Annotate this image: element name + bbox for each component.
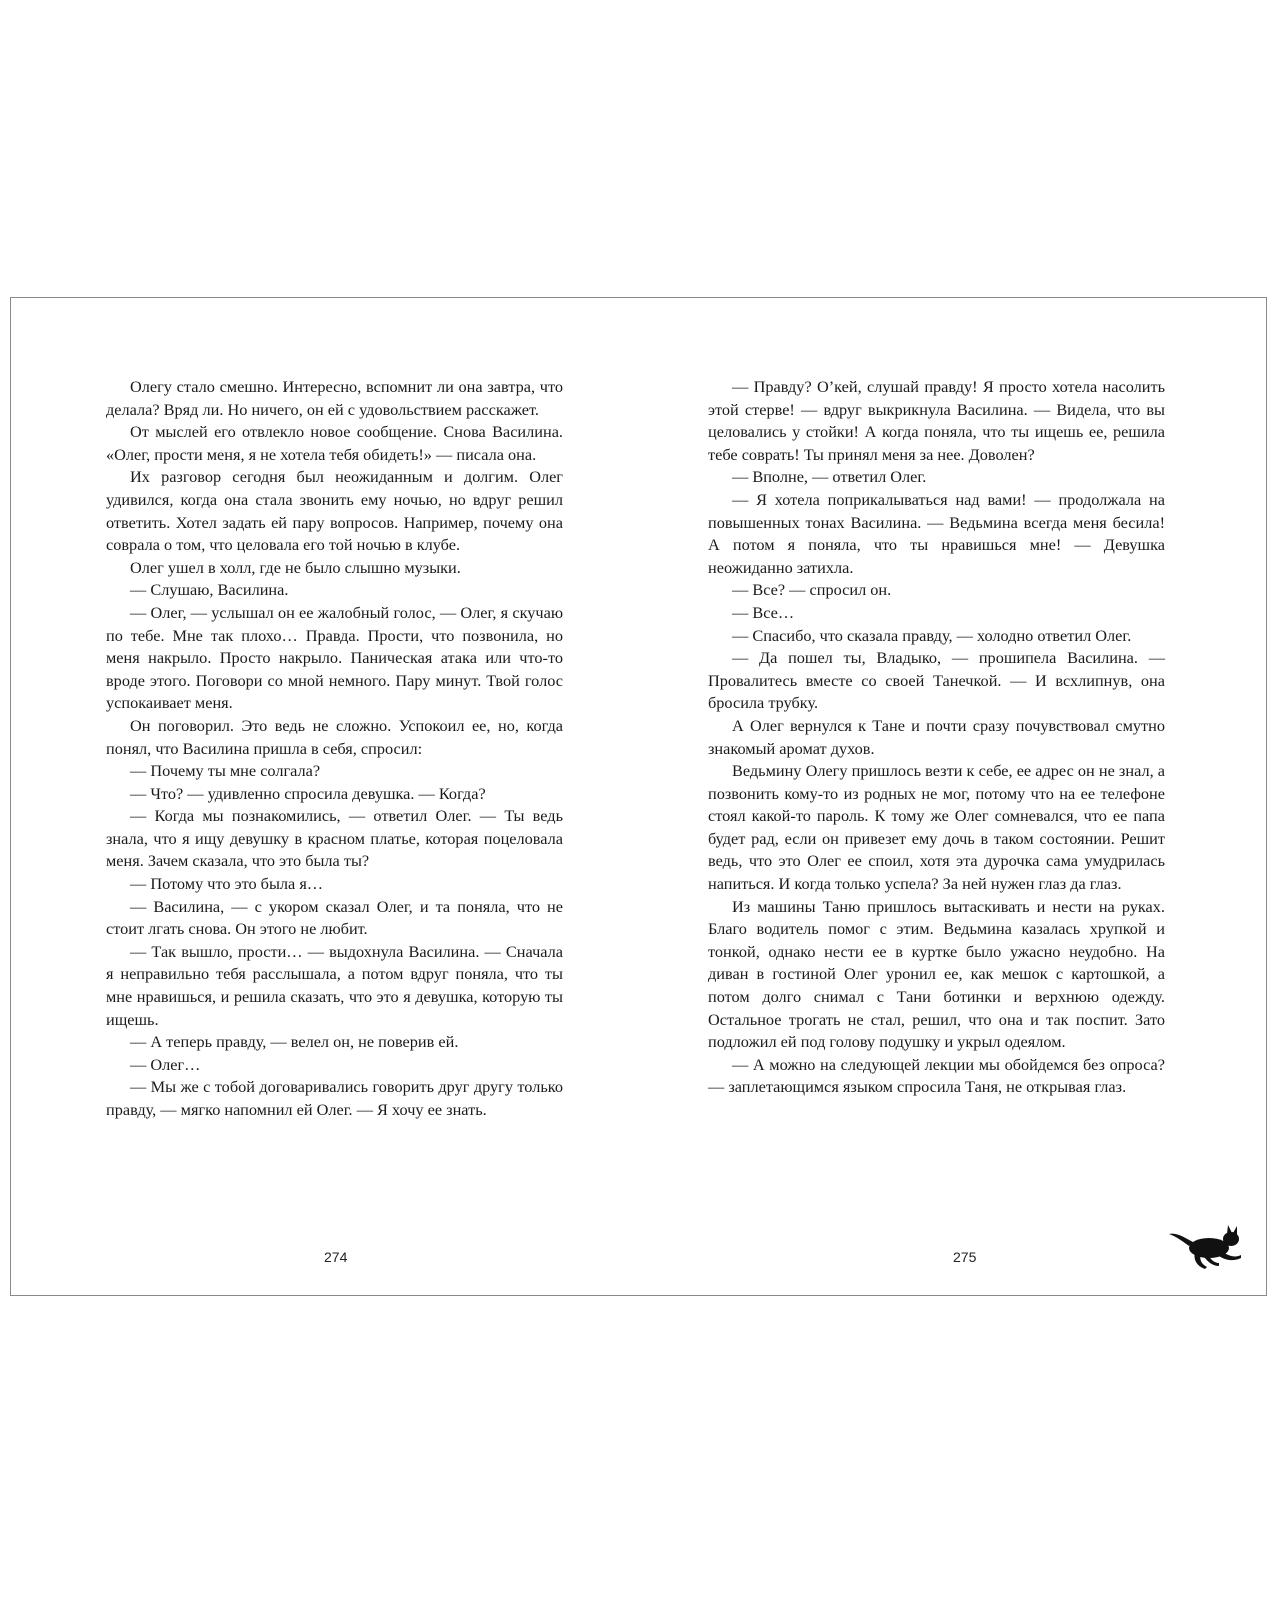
paragraph: — Потому что это была я…: [130, 874, 324, 894]
paragraph: Их разговор сегодня был неожиданным и долгим. Олег удивился, когда она стала звонить ему ночью, но вдруг решил ответить. Хотел задать ей пару вопросов. Например, почему она соврала о том, что целовала его той ночью в клубе.: [106, 467, 563, 555]
paragraph: — Правду? О’кей, слушай правду! Я просто хотела насолить этой стерве! — вдруг выкрикнула Василина. — Видела, что вы целовались у стойки! А когда поняла, что ты ищешь ее, решила тебе соврать! Ты принял меня за нее. Доволен?: [708, 377, 1165, 464]
paragraph: — Вполне, — ответил Олег.: [732, 467, 927, 487]
page-number-left: 274: [324, 1249, 348, 1265]
left-page-text: [106, 376, 563, 1122]
paragraph: Он поговорил. Это ведь не сложно. Успокоил ее, но, когда понял, что Василина пришла в себя, спросил:: [106, 715, 563, 758]
paragraph: — Олег, — услышал он ее жалобный голос, — Олег, я скучаю по тебе. Мне так плохо… Правда. Прости, что позвонила, но меня накрыло. Просто накрыло. Паническая атака или что-то вроде этого. Поговори со мной немного. Пару минут. Твой голос успокаивает меня.: [106, 602, 563, 713]
paragraph: — Почему ты мне солгала?: [130, 761, 321, 781]
running-cat-icon: [1167, 1222, 1245, 1272]
paragraph: — Да пошел ты, Владыко, — прошипела Василина. — Провалитесь вместе со своей Танечкой. — И всхлипнув, она бросила трубку.: [708, 648, 1165, 713]
paragraph: — А теперь правду, — велел он, не поверив ей.: [130, 1032, 459, 1052]
paragraph: — Я хотела поприкалываться над вами! — продолжала на повышенных тонах Василина. — Ведьмина всегда меня бесила! А потом я поняла, что ты нравишься мне! — Девушка неожиданно затихла.: [708, 489, 1165, 577]
paragraph: — А можно на следующей лекции мы обойдемся без опроса? — заплетающимся языком спросила Таня, не открывая глаз.: [708, 1054, 1165, 1097]
paragraph: — Что? — удивленно спросила девушка. — Когда?: [130, 783, 486, 803]
paragraph: — Слушаю, Василина.: [130, 580, 289, 600]
paragraph: Олегу стало смешно. Интересно, вспомнит ли она завтра, что делала? Вряд ли. Но ничего, он ей с удовольствием расскажет.: [106, 377, 563, 419]
paragraph: — Спасибо, что сказала правду, — холодно ответил Олег.: [732, 625, 1132, 645]
paragraph: — Все? — спросил он.: [732, 580, 892, 600]
paragraph: — Олег…: [130, 1054, 201, 1074]
paragraph: — Василина, — с укором сказал Олег, и та поняла, что не стоит лгать снова. Он этого не любит.: [106, 896, 563, 939]
paragraph: Олег ушел в холл, где не было слышно музыки.: [130, 557, 461, 577]
paragraph: — Все…: [732, 602, 795, 622]
right-page-text: [708, 376, 1165, 1099]
paragraph: Ведьмину Олегу пришлось везти к себе, ее адрес он не знал, а позвонить кому-то из родных не мог, потому что на ее телефоне стоял какой-то пароль. К тому же Олег сомневался, что ее папа будет рад, если он привезет ему дочь в таком состоянии. Решит ведь, что это Олег ее споил, хотя эта дурочка сама умудрилась напиться. И когда только успела? За ней нужен глаз да глаз.: [708, 761, 1165, 894]
book-spread: [10, 297, 1267, 1296]
page-number-right: 275: [953, 1249, 977, 1265]
paragraph: От мыслей его отвлекло новое сообщение. Снова Василина. «Олег, прости меня, я не хотела тебя обидеть!» — писала она.: [106, 422, 563, 464]
paragraph: — Когда мы познакомились, — ответил Олег. — Ты ведь знала, что я ищу девушку в красном платье, которая поцеловала меня. Зачем сказала, что это была ты?: [106, 806, 563, 871]
paragraph: — Так вышло, прости… — выдохнула Василина. — Сначала я неправильно тебя расслышала, а потом вдруг поняла, что ты мне нравишься, и решила сказать, что это я девушка, которую ты ищешь.: [106, 941, 563, 1029]
paragraph: — Мы же с тобой договаривались говорить друг другу только правду, — мягко напомнил ей Олег. — Я хочу ее знать.: [106, 1077, 563, 1119]
paragraph: А Олег вернулся к Тане и почти сразу почувствовал смутно знакомый аромат духов.: [708, 715, 1165, 758]
paragraph: Из машины Таню пришлось вытаскивать и нести на руках. Благо водитель помог с этим. Ведьмина казалась хрупкой и тонкой, однако нести ее в куртке было ужасно неудобно. На диван в гостиной Олег уронил ее, как мешок с картошкой, а потом долго снимал с Тани ботинки и верхнюю одежду. Остальное трогать не стал, решил, что она и так поспит. Зато подложил ей под голову подушку и укрыл одеялом.: [708, 896, 1165, 1052]
